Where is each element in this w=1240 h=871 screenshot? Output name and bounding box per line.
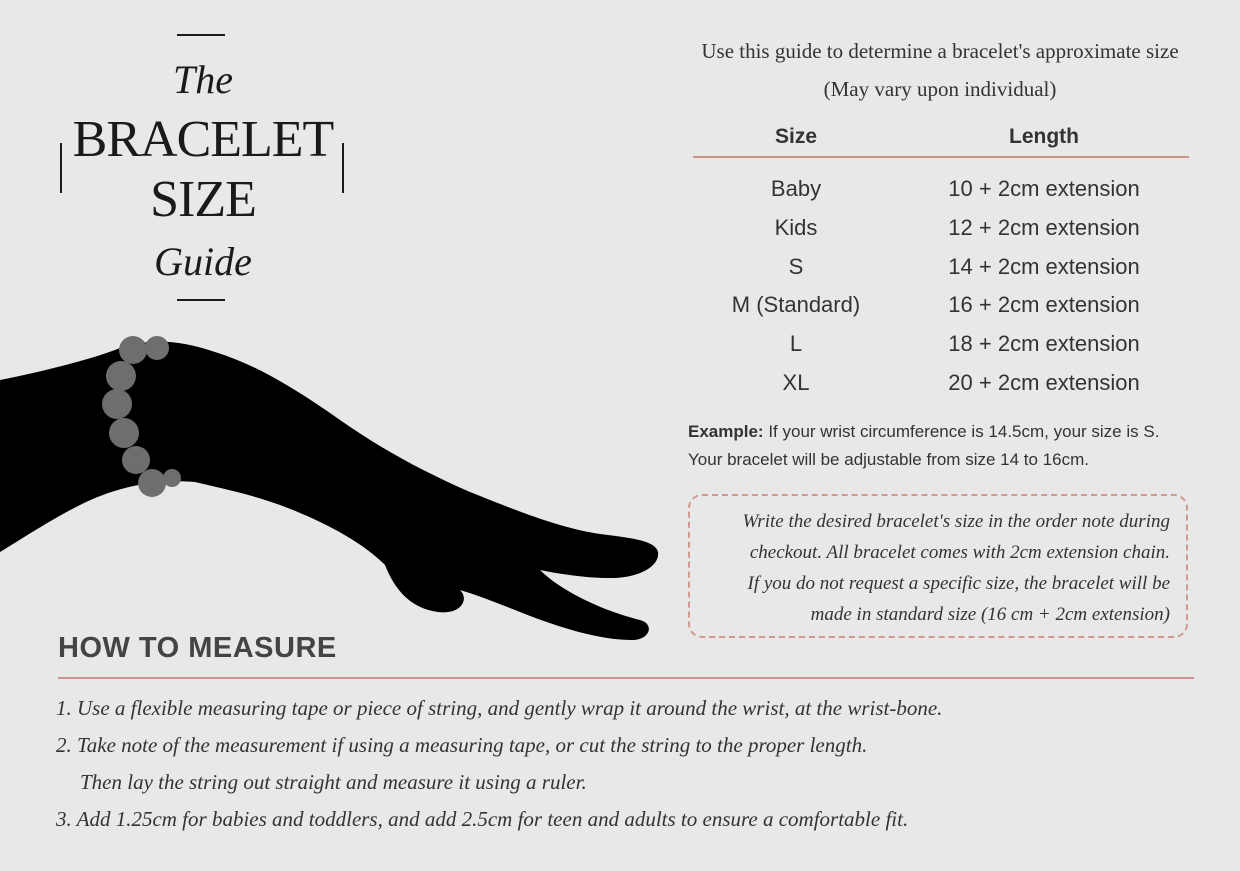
step-3: 3. Add 1.25cm for babies and toddlers, and add 2.5cm for teen and adults to ensure a comfortable fit. (56, 807, 909, 831)
row-length: 18 + 2cm extension (948, 331, 1140, 357)
table-row (693, 286, 1189, 325)
order-note-box (688, 494, 1188, 638)
example-line-1: If your wrist circumference is 14.5cm, your size is S. (763, 422, 1160, 441)
table-row (693, 170, 1189, 209)
hand-silhouette (0, 342, 658, 640)
note-line-3: If you do not request a specific size, the bracelet will be (747, 573, 1170, 594)
row-size: M (Standard) (731, 292, 861, 318)
title-line-size: SIZE (150, 171, 256, 228)
header-length: Length (1009, 125, 1079, 148)
note-line-1: Write the desired bracelet's size in the order note during (742, 511, 1170, 532)
title-line-bracelet: BRACELET (72, 111, 334, 168)
title-block (56, 30, 350, 305)
row-size: S (788, 253, 804, 279)
example-line-2: Your bracelet will be adjustable from size 14 to 16cm. (688, 450, 1089, 469)
row-length: 10 + 2cm extension (948, 176, 1140, 202)
header-size: Size (774, 125, 818, 148)
intro-line-1: Use this guide to determine a bracelet's approximate size (701, 39, 1179, 63)
table-row (693, 209, 1189, 248)
intro-text (680, 32, 1200, 108)
row-size: L (789, 331, 803, 357)
table-row (693, 247, 1189, 286)
table-row (693, 363, 1189, 402)
note-line-4: made in standard size (16 cm + 2cm extension) (810, 604, 1170, 625)
row-size: Kids (774, 215, 818, 241)
table-header (693, 118, 1189, 158)
row-length: 12 + 2cm extension (948, 215, 1140, 241)
row-size: XL (782, 369, 810, 395)
step-2-continued: Then lay the string out straight and measure it using a ruler. (80, 770, 587, 794)
page-title (56, 110, 350, 230)
row-length: 14 + 2cm extension (948, 253, 1140, 279)
row-length: 16 + 2cm extension (948, 292, 1140, 318)
title-top-rule (177, 34, 225, 36)
size-table (693, 118, 1189, 402)
table-row (693, 325, 1189, 364)
note-line-2: checkout. All bracelet comes with 2cm extension chain. (749, 542, 1170, 563)
step-1: 1. Use a flexible measuring tape or piece of string, and gently wrap it around the wrist, at the wrist-bone. (56, 696, 943, 720)
how-to-measure-title: HOW TO MEASURE (58, 632, 337, 664)
title-the: The (173, 57, 233, 102)
example-label: Example: (688, 422, 764, 441)
title-guide: Guide (154, 239, 252, 284)
title-bottom-rule (177, 299, 225, 301)
hand-with-bracelet-illustration (0, 320, 670, 650)
step-2: 2. Take note of the measurement if using a measuring tape, or cut the string to the proper length. (56, 733, 868, 757)
how-to-measure-rule (58, 677, 1194, 679)
example-text (688, 418, 1228, 474)
how-to-measure-steps (56, 690, 1206, 838)
intro-line-2: (May vary upon individual) (823, 77, 1057, 101)
row-length: 20 + 2cm extension (948, 369, 1140, 395)
row-size: Baby (770, 176, 822, 202)
